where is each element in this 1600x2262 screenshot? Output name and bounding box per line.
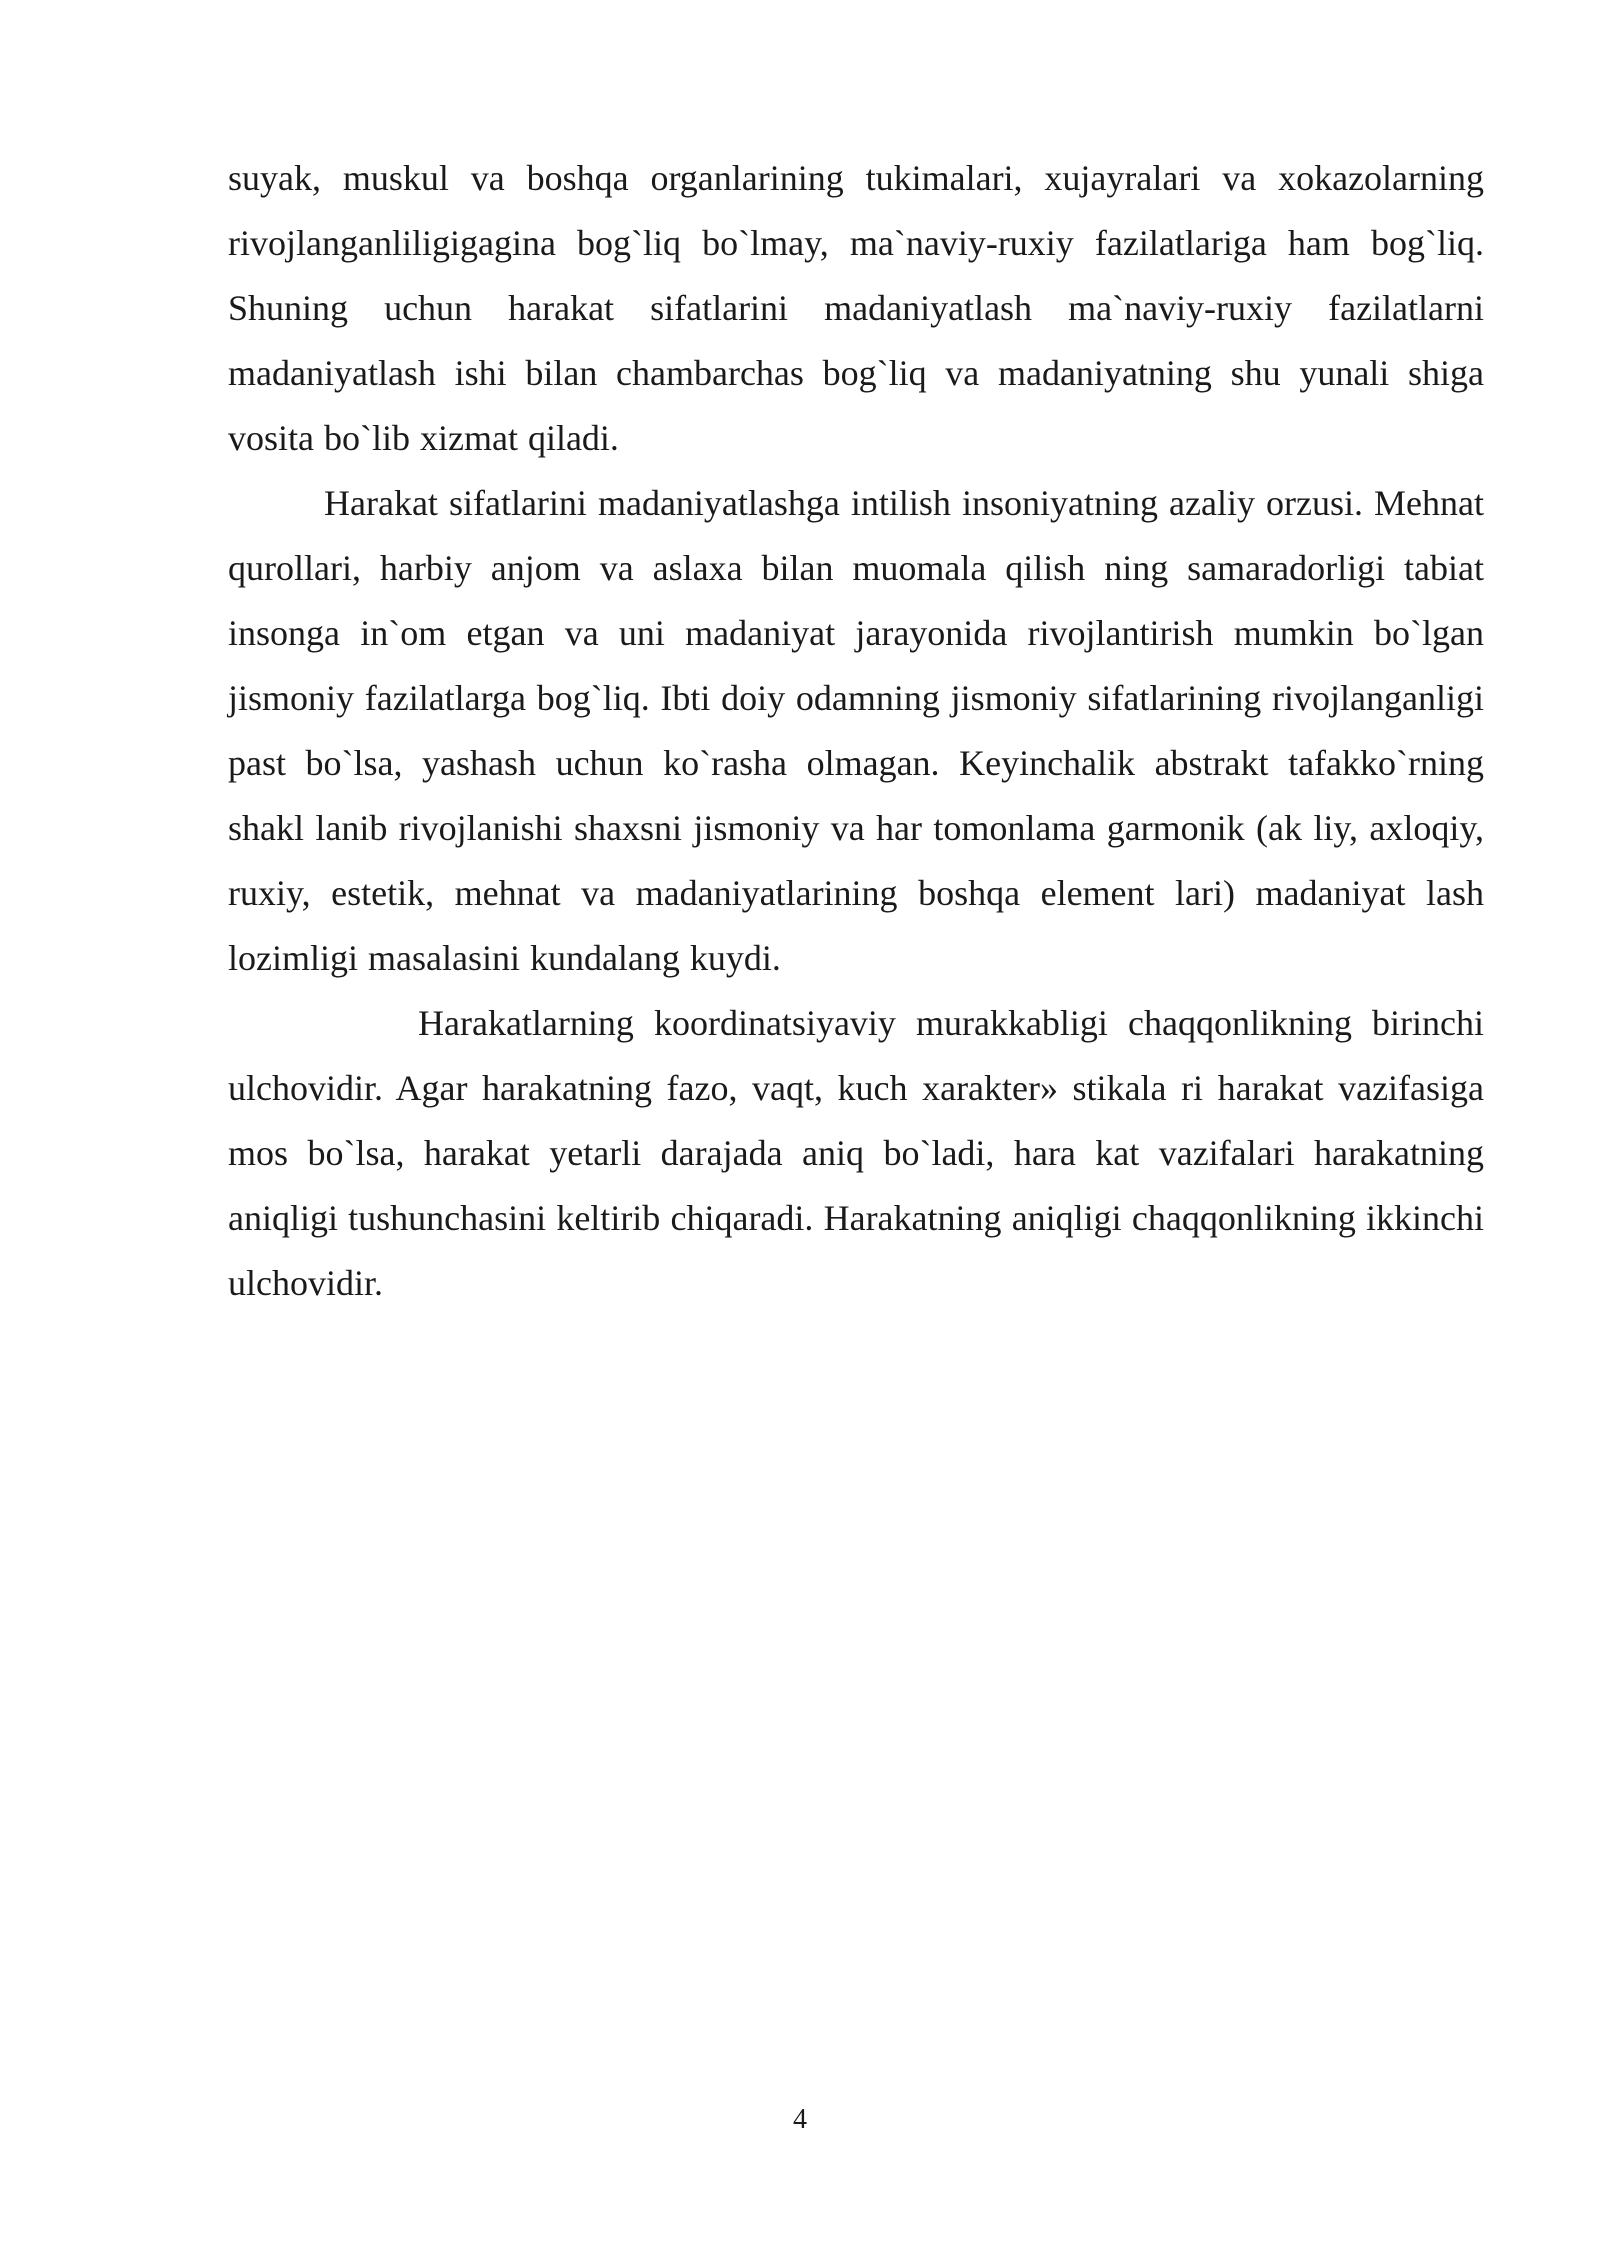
page-number: 4 <box>793 2104 807 2135</box>
paragraph-3: Harakatlarning koordinatsiyaviy murakkabligi chaqqonlikning birinchi ulchovidir. Agar harakatning fazo, vaqt, kuch xarakter» stikala ri harakat vazifasiga mos bo`lsa, harakat yetarli darajada aniq bo`ladi, hara kat vazifalari harakatning aniqligi tushunchasini keltirib chiqaradi. Harakatning aniqligi chaqqonlikning ikkinchi ulchovidir. <box>228 1003 1484 1303</box>
paragraph-1: suyak, muskul va boshqa organlarining tukimalari, xujayralari va xokazolarning rivojlanganliligigagina bog`liq bo`lmay, ma`naviy-ruxiy fazilatlariga ham bog`liq. Shuning uchun harakat sifatlarini madaniyatlash ma`naviy-ruxiy fazilatlarni madaniyatlash ishi bilan chambarchas bog`liq va madaniyatning shu yunali shiga vosita bo`lib xizmat qiladi. <box>228 158 1484 458</box>
document-body <box>228 146 1484 1316</box>
paragraph-2: Harakat sifatlarini madaniyatlashga intilish insoniyatning azaliy orzusi. Mehnat qurollari, harbiy anjom va aslaxa bilan muomala qilish ning samaradorligi tabiat insonga in`om etgan va uni madaniyat jarayonida rivojlantirish mumkin bo`lgan jismoniy fazilatlarga bog`liq. Ibti doiy odamning jismoniy sifatlarining rivojlanganligi past bo`lsa, yashash uchun ko`rasha olmagan. Keyinchalik abstrakt tafakko`rning shakl lanib rivojlanishi shaxsni jismoniy va har tomonlama garmonik (ak liy, axloqiy, ruxiy, estetik, mehnat va madaniyatlarining boshqa element lari) madaniyat lash lozimligi masalasini kundalang kuydi. <box>228 483 1484 978</box>
